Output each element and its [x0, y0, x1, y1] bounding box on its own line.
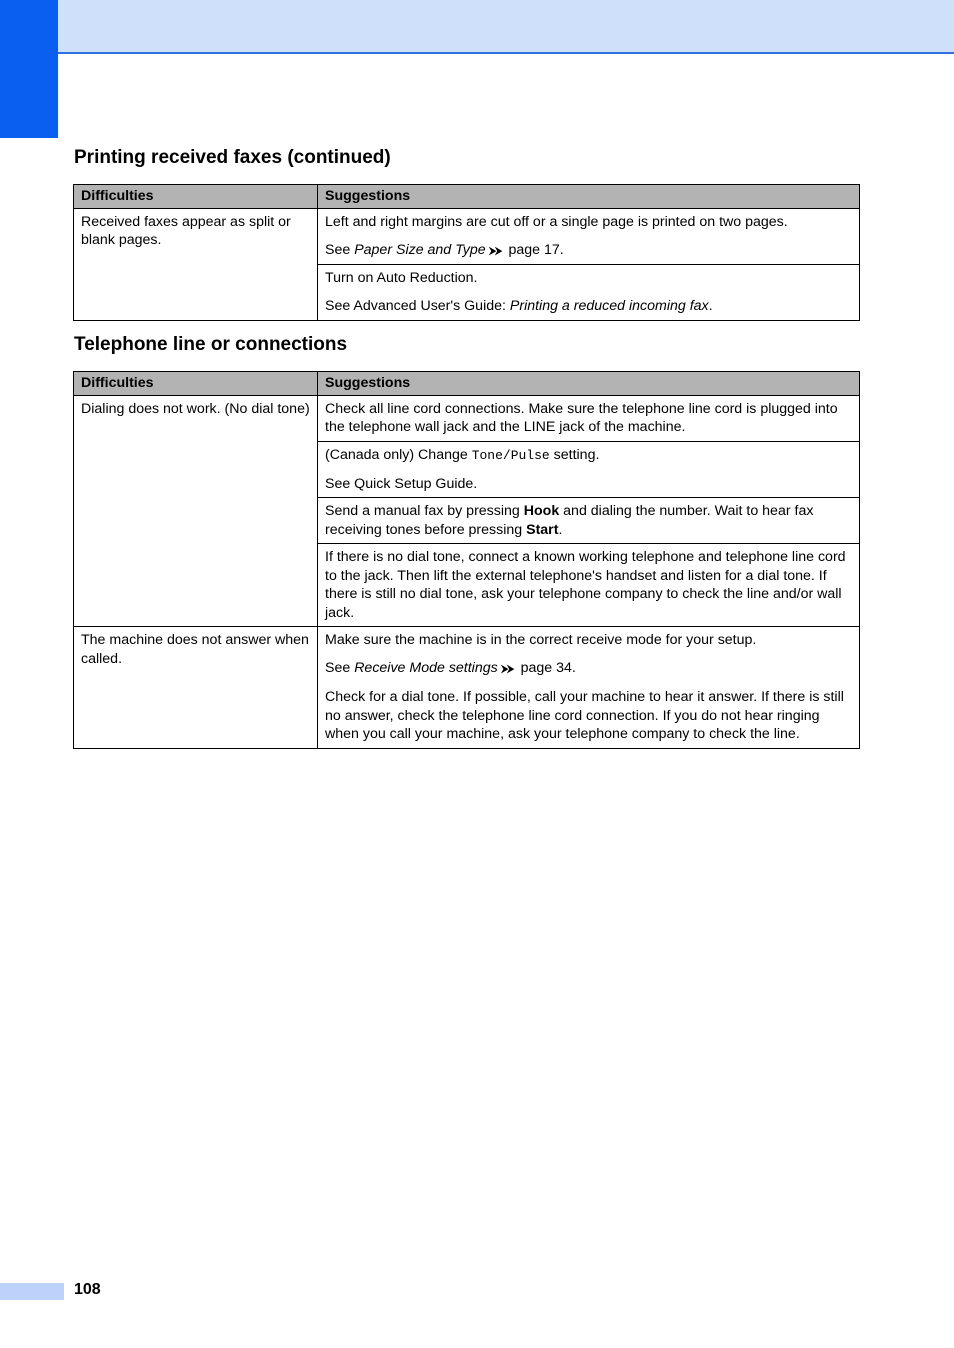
difficulty-cell: The machine does not answer when called. — [74, 627, 318, 749]
key-name: Start — [526, 521, 559, 538]
key-name: Hook — [523, 503, 560, 519]
reference-link[interactable]: Receive Mode settings — [354, 660, 498, 676]
header-suggestions: Suggestions — [318, 185, 860, 209]
suggestion-text: Make sure the machine is in the correct receive mode for your setup. — [325, 632, 757, 648]
section-title-printing: Printing received faxes (continued) — [74, 147, 391, 168]
table-printing-faxes — [73, 184, 860, 321]
suggestion-cell — [318, 265, 860, 321]
reference-link[interactable]: Paper Size and Type — [354, 241, 486, 258]
suggestion-text: See Advanced User's Guide: Printing a reduced incoming fax. — [325, 298, 713, 314]
suggestion-text: See Quick Setup Guide. — [325, 475, 478, 492]
suggestion-cell — [318, 627, 860, 749]
difficulty-cell: Received faxes appear as split or blank pages. — [74, 208, 318, 320]
table-header-row — [74, 185, 860, 209]
table-row — [74, 208, 860, 265]
suggestion-cell — [318, 441, 860, 498]
double-arrow-icon: ⮞⮞ — [488, 244, 501, 257]
page-header-band — [58, 0, 954, 54]
suggestion-cell — [318, 208, 860, 265]
section-title-telephone: Telephone line or connections — [74, 334, 348, 355]
suggestion-text: Check for a dial tone. If possible, call your machine to hear it answer. If there is still no answer, check the telephone line cord connection. If you do not hear ringing when you call your machine, ask your telephone company to check the line. — [325, 689, 844, 742]
chapter-tab — [0, 0, 58, 138]
menu-setting-name: Tone/Pulse — [471, 447, 550, 463]
suggestion-cell: If there is no dial tone, connect a known working telephone and telephone line cord to the jack. Then lift the external telephone's handset and listen for a dial tone. If there is still no dial tone, ask your telephone company to check the line and/or wall jack. — [318, 544, 860, 627]
table-telephone-line — [73, 371, 860, 749]
header-difficulties: Difficulties — [74, 372, 318, 396]
header-difficulties: Difficulties — [74, 185, 318, 209]
double-arrow-icon: ⮞⮞ — [500, 663, 513, 675]
suggestion-cell: Check all line cord connections. Make sure the telephone line cord is plugged into the telephone wall jack and the LINE jack of the machine. — [318, 395, 860, 441]
table-row — [74, 395, 860, 441]
suggestion-text: See Receive Mode settings ⮞⮞ page 34. — [325, 660, 576, 676]
suggestion-text: Turn on Auto Reduction. — [325, 270, 478, 286]
table-header-row — [74, 372, 860, 396]
suggestion-text: Left and right margins are cut off or a single page is printed on two pages. — [325, 213, 788, 230]
header-suggestions: Suggestions — [318, 372, 860, 396]
page-number: 108 — [74, 1281, 101, 1298]
suggestion-text: See Paper Size and Type ⮞⮞ page 17. — [325, 241, 564, 258]
table-row — [74, 627, 860, 749]
page-number-band — [0, 1283, 64, 1300]
difficulty-cell: Dialing does not work. (No dial tone) — [74, 395, 318, 627]
reference-link[interactable]: Printing a reduced incoming fax — [509, 298, 709, 314]
suggestion-cell: Send a manual fax by pressing Hook and dialing the number. Wait to hear fax receiving tones before pressing Start. — [318, 498, 860, 544]
suggestion-text: (Canada only) Change Tone/Pulse setting. — [325, 446, 600, 463]
